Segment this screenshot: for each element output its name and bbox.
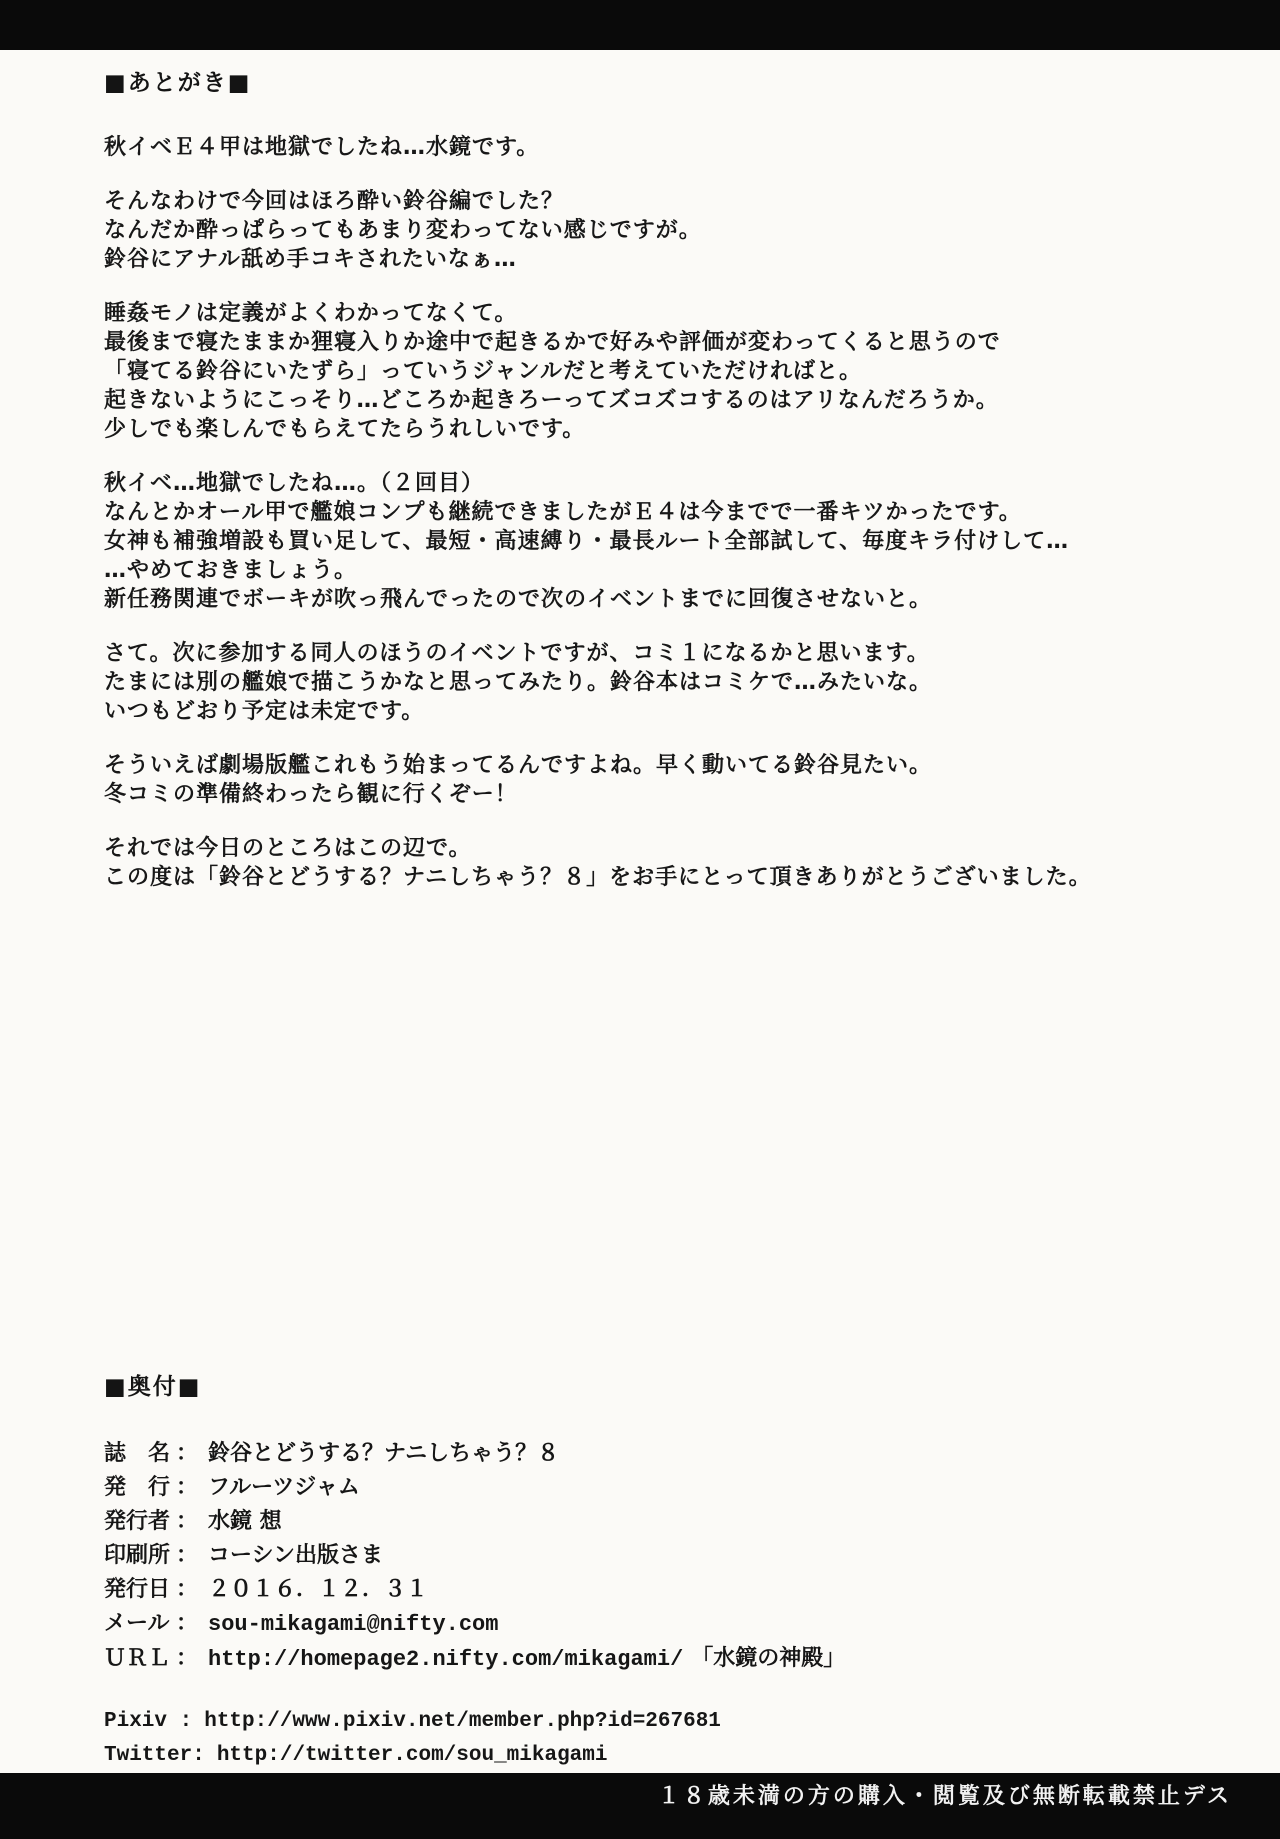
colophon-colon: ：	[176, 1611, 199, 1636]
colophon-links	[104, 1705, 845, 1773]
colophon-label: ＵＲＬ	[104, 1646, 171, 1671]
age-restriction-notice: １８歳未満の方の購入・閲覧及び無断転載禁止デス	[657, 1784, 1232, 1809]
pixiv-url: http://www.pixiv.net/member.php?id=267681	[204, 1710, 721, 1733]
afterword-line: 女神も補強増設も買い足して、最短・高速縛り・最長ルート全部試して、毎度キラ付けして…	[104, 529, 1070, 554]
afterword-line: そんなわけで今回はほろ酔い鈴谷編でした？	[104, 189, 565, 214]
afterword-line: 少しでも楽しんでもらえてたらうれしいです。	[104, 417, 586, 442]
colophon-label: 発 行	[104, 1475, 171, 1500]
twitter-link-row	[104, 1739, 845, 1773]
afterword-line: 秋イベＥ４甲は地獄でしたね…水鏡です。	[104, 135, 540, 160]
colophon-value: 水鏡 想	[208, 1509, 282, 1534]
afterword-line: 睡姦モノは定義がよくわかってなくて。	[104, 301, 518, 326]
afterword-line: 秋イベ…地獄でしたね…。（２回目）	[104, 471, 485, 496]
afterword-line: なんとかオール甲で艦娘コンプも継続できましたがＥ４は今までで一番キツかったです。	[104, 500, 1022, 525]
afterword-paragraph	[104, 834, 1092, 892]
afterword-line: たまには別の艦娘で描こうかなと思ってみたり。鈴谷本はコミケで…みたいな。	[104, 670, 933, 695]
afterword-section	[104, 64, 1092, 917]
afterword-line: 冬コミの準備終わったら観に行くぞー！	[104, 782, 518, 807]
afterword-line: 起きないようにこっそり…どころか起きろーってズコズコするのはアリなんだろうか。	[104, 388, 999, 413]
afterword-paragraph	[104, 751, 1092, 809]
colophon-label: 発行日	[104, 1577, 171, 1602]
afterword-line: 鈴谷にアナル舐め手コキされたいなぁ…	[104, 247, 517, 272]
afterword-line: 「寝てる鈴谷にいたずら」っていうジャンルだと考えていただければと。	[104, 359, 863, 384]
afterword-paragraph	[104, 639, 1092, 726]
colophon-section	[104, 1368, 845, 1773]
afterword-line: そういえば劇場版艦これもう始まってるんですよね。早く動いてる鈴谷見たい。	[104, 753, 933, 778]
top-black-bar	[0, 0, 1280, 50]
colophon-colon: ：	[176, 1475, 199, 1500]
twitter-label: Twitter:	[104, 1744, 205, 1767]
colophon-label: 印刷所	[104, 1543, 171, 1568]
colophon-row-email	[104, 1607, 845, 1642]
colophon-url-value: http://homepage2.nifty.com/mikagami/	[208, 1647, 684, 1672]
afterword-line: それでは今日のところはこの辺で。	[104, 836, 472, 861]
colophon-row-printer	[104, 1539, 845, 1573]
pixiv-link-row	[104, 1705, 845, 1739]
afterword-heading: ■あとがき■	[104, 70, 252, 96]
twitter-url: http://twitter.com/sou_mikagami	[216, 1744, 608, 1767]
afterword-paragraph	[104, 187, 1092, 274]
colophon-row-publisher	[104, 1471, 845, 1505]
afterword-line: 最後まで寝たままか狸寝入りか途中で起きるかで好みや評価が変わってくると思うので	[104, 330, 1001, 355]
colophon-colon: ：	[176, 1441, 199, 1466]
colophon-row-author	[104, 1505, 845, 1539]
afterword-paragraph	[104, 299, 1092, 444]
bottom-black-bar	[0, 1773, 1280, 1839]
pixiv-label: Pixiv :	[104, 1710, 193, 1733]
colophon-label: 発行者	[104, 1509, 171, 1534]
colophon-entries	[104, 1437, 845, 1677]
afterword-paragraph	[104, 133, 1092, 162]
colophon-label: メール	[104, 1611, 170, 1636]
colophon-row-title	[104, 1437, 845, 1471]
colophon-label: 誌 名	[104, 1441, 171, 1466]
colophon-url-sitename: 「水鏡の神殿」	[691, 1646, 846, 1671]
afterword-paragraph	[104, 469, 1092, 614]
colophon-row-date	[104, 1573, 845, 1607]
colophon-value: ２０１６．１２．３１	[208, 1577, 429, 1602]
colophon-colon: ：	[176, 1577, 199, 1602]
colophon-email-value: sou-mikagami@nifty.com	[208, 1612, 499, 1637]
afterword-line: …やめておきましょう。	[104, 558, 358, 583]
afterword-line: この度は「鈴谷とどうする？ナニしちゃう？８」をお手にとって頂きありがとうございました。	[104, 865, 1092, 890]
afterword-line: なんだか酔っぱらってもあまり変わってない感じですが。	[104, 218, 702, 243]
colophon-colon: ：	[176, 1646, 199, 1671]
colophon-colon: ：	[176, 1543, 199, 1568]
colophon-value: 鈴谷とどうする？ナニしちゃう？８	[208, 1441, 560, 1466]
afterword-line: さて。次に参加する同人のほうのイベントですが、コミ１になるかと思います。	[104, 641, 930, 666]
colophon-value: フルーツジャム	[208, 1475, 360, 1500]
afterword-line: いつもどおり予定は未定です。	[104, 699, 425, 724]
colophon-value: コーシン出版さま	[208, 1543, 384, 1568]
colophon-colon: ：	[176, 1509, 199, 1534]
colophon-row-url	[104, 1642, 845, 1677]
colophon-heading: ■奥付■	[104, 1374, 202, 1400]
afterword-line: 新任務関連でボーキが吹っ飛んでったので次のイベントまでに回復させないと。	[104, 587, 933, 612]
